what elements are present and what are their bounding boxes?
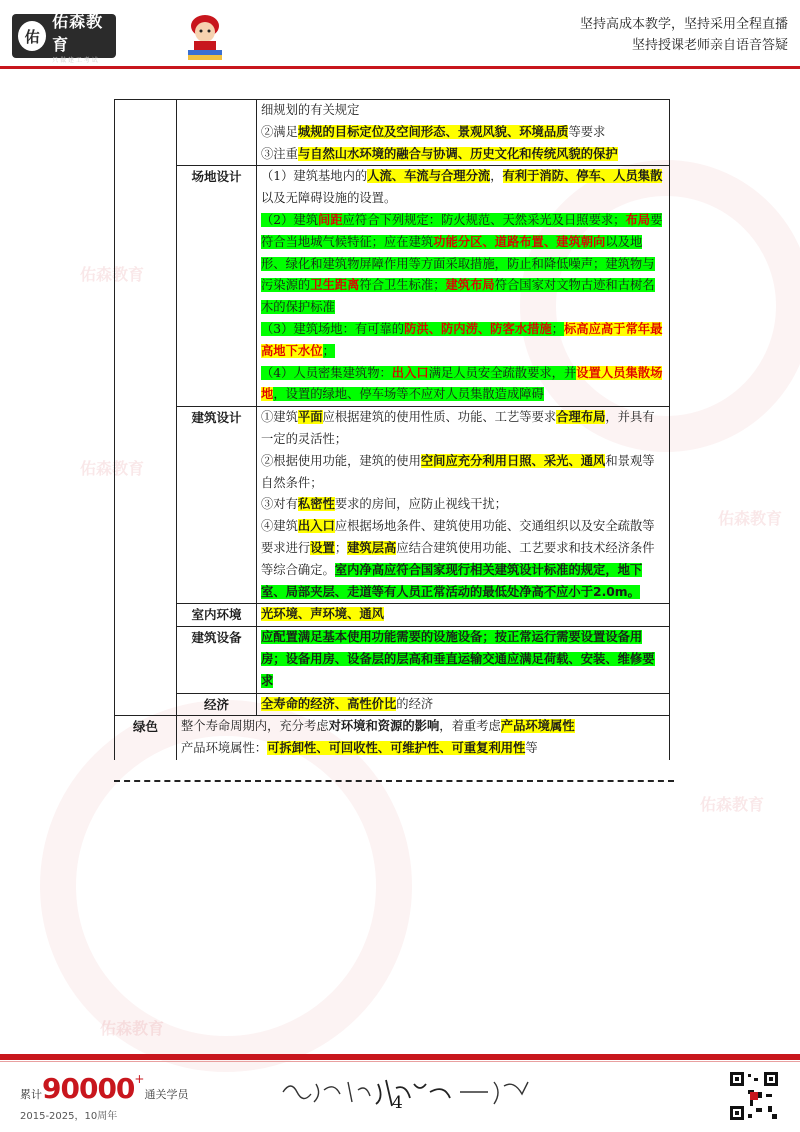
table-row <box>115 166 670 407</box>
content-cell <box>257 100 670 166</box>
logo-name: 佑森教育 <box>52 11 104 54</box>
watermark-text: 佑森教育 <box>100 1019 165 1038</box>
subcategory-label: 场地设计 <box>177 166 257 407</box>
brand-logo <box>12 11 116 64</box>
stats-plus: + <box>134 1072 145 1086</box>
table-row <box>115 693 670 716</box>
building-item-2: ②根据使用功能，建筑的使用空间应充分利用日照、采光、通风和景观等自然条件； <box>261 453 655 490</box>
watermark-text: 佑森教育 <box>80 459 145 478</box>
footer-stats <box>20 1072 188 1122</box>
category-cell-empty <box>115 100 177 716</box>
category-label: 绿色 <box>115 716 177 760</box>
green-line-1: 整个寿命周期内，充分考虑对环境和资源的影响，着重考虑产品环境属性 <box>181 719 575 734</box>
handwritten-motto <box>278 1070 538 1110</box>
green-line-2: 产品环境属性：可拆卸性、可回收性、可维护性、可重复利用性等 <box>181 741 538 756</box>
footer-divider-thin <box>0 1061 800 1062</box>
indoor-item: 光环境、声环境、通风 <box>261 607 384 622</box>
footer-divider <box>0 1054 800 1060</box>
site-item-3: （3）建筑场地：有可靠的防洪、防内涝、防客水措施；标高应高于常年最高地下水位； <box>261 321 663 358</box>
content-table <box>114 99 670 760</box>
slogan-line-2: 坚持授课老师亲自语音答疑 <box>631 38 788 53</box>
table-row <box>115 407 670 604</box>
category-label: 经济 <box>177 693 257 716</box>
table-row <box>115 627 670 693</box>
stats-tail: 通关学员 <box>144 1088 189 1101</box>
table-continuation-line <box>114 780 674 782</box>
site-item-1: （1）建筑基地内的人流、车流与合理分流，有利于消防、停车、人员集散以及无障碍设施的设置。 <box>261 169 663 206</box>
content-cell <box>257 693 670 716</box>
stats-lead: 累计 <box>20 1088 42 1101</box>
plan-line-2: ②满足城规的目标定位及空间形态、景观风貌、环境品质等要求 <box>261 124 606 139</box>
watermark-text: 佑森教育 <box>700 795 765 814</box>
building-item-3: ③对有私密性要求的房间，应防止视线干扰； <box>261 497 507 512</box>
watermark-text: 佑森教育 <box>80 265 145 284</box>
table-row <box>115 604 670 627</box>
content-cell <box>257 166 670 407</box>
stats-number: 90000 <box>42 1072 135 1105</box>
mascot-icon <box>182 12 228 62</box>
logo-subtitle: 只 做 建 工 考 试 <box>52 56 98 64</box>
table-row <box>115 716 670 760</box>
equipment-item: 应配置满足基本使用功能需要的设施设备；按正常运行需要设置设备用房；设备用房、设备层的层高和垂直运输交通应满足荷载、安装、维修要求 <box>261 630 655 688</box>
economy-item: 全寿命的经济、高性价比的经济 <box>261 696 434 711</box>
slogan <box>580 14 788 56</box>
qr-code-icon <box>728 1070 780 1122</box>
subcategory-label: 室内环境 <box>177 604 257 627</box>
page-header <box>0 0 800 70</box>
watermark-text: 佑森教育 <box>718 509 783 528</box>
header-divider <box>0 66 800 69</box>
content-cell <box>177 716 670 760</box>
building-item-4: ④建筑出入口应根据场地条件、建筑使用功能、交通组织以及安全疏散等要求进行设置；建筑层高应结合建筑使用功能、工艺要求和技术经济条件等综合确定。室内净高应符合国家现行相关建筑设计标准的规定，地下室、局部夹层、走道等有人员正常活动的最低处净高不应小于2.0m。 <box>261 519 655 599</box>
content-cell <box>257 627 670 693</box>
content-cell <box>257 604 670 627</box>
site-item-2: （2）建筑间距应符合下列规定：防火规范、天然采光及日照要求；布局要符合当地城气候特征；应在建筑功能分区、道路布置、建筑朝向以及地形、绿化和建筑物屏障作用等方面采取措施，防止和降低噪声；建筑物与污染源的卫生距离符合卫生标准；建筑布局符合国家对文物古迹和古树名木的保护标准 <box>261 212 663 315</box>
plan-line-1: 细规划的有关规定 <box>261 103 360 117</box>
slogan-line-1: 坚持高成本教学，坚持采用全程直播 <box>579 17 788 32</box>
table-row <box>115 100 670 166</box>
page-number: 4 <box>392 1093 403 1113</box>
building-item-1: ①建筑平面应根据建筑的使用性质、功能、工艺等要求合理布局，并具有一定的灵活性； <box>261 410 655 446</box>
subcategory-label: 建筑设计 <box>177 407 257 604</box>
site-item-4: （4）人员密集建筑物：出入口满足人员安全疏散要求，并设置人员集散场地，设置的绿地、停车场等不应对人员集散造成障碍 <box>261 365 663 402</box>
stats-years: 2015-2025，10周年 <box>20 1111 118 1122</box>
logo-mark-icon: 佑 <box>18 21 46 51</box>
subcategory-label: 建筑设备 <box>177 627 257 693</box>
subcategory-cell-empty <box>177 100 257 166</box>
plan-line-3: ③注重与自然山水环境的融合与协调、历史文化和传统风貌的保护 <box>261 146 618 161</box>
content-cell <box>257 407 670 604</box>
